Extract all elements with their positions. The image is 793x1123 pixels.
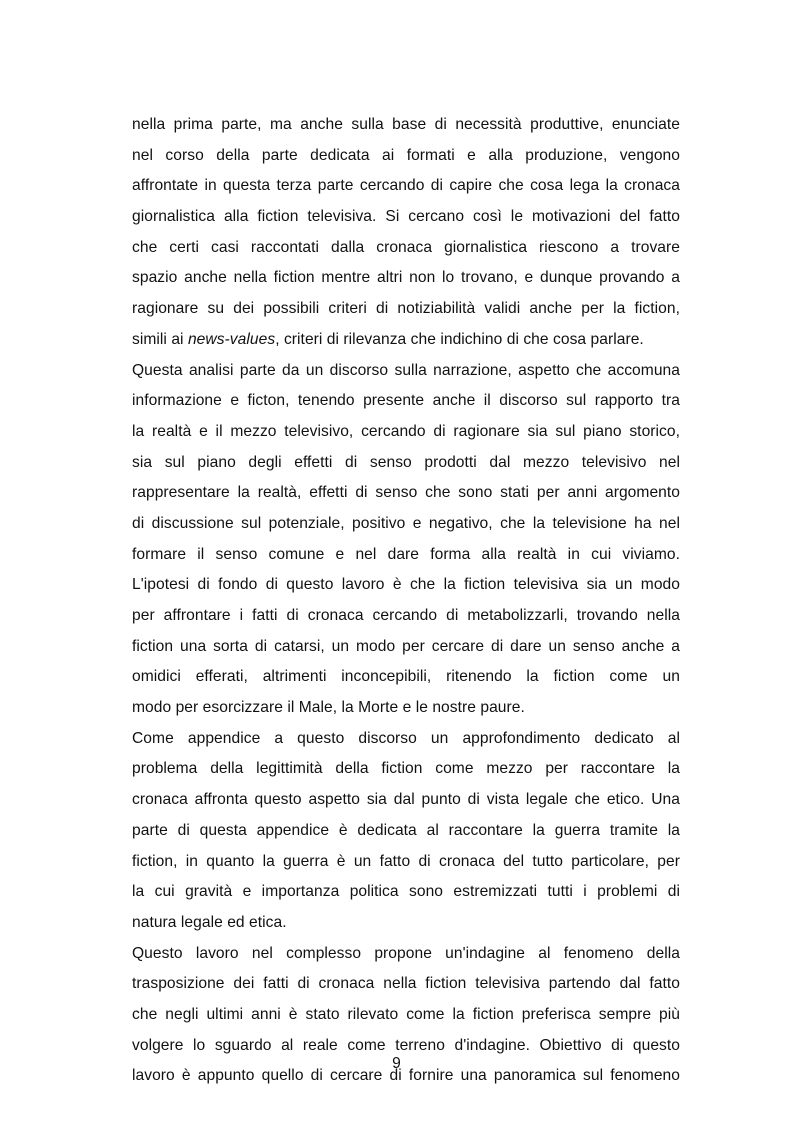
text-line bbox=[132, 325, 680, 356]
text-line: nella prima parte, ma anche sulla base di necessità produttive, enunciate bbox=[132, 116, 680, 133]
text-line: spazio anche nella fiction mentre altri non lo trovano, e dunque provando a bbox=[132, 269, 680, 287]
text-line: che negli ultimi anni è stato rilevato come la fiction preferisca sempre più bbox=[132, 1005, 680, 1023]
text-line: nel corso della parte dedicata ai formati e alla produzione, vengono bbox=[132, 146, 680, 164]
text-line: natura legale ed etica. bbox=[132, 913, 287, 931]
text-line: formare il senso comune e nel dare forma alla realtà in cui viviamo. bbox=[132, 545, 680, 563]
text-line: lavoro è appunto quello di cercare di fornire una panoramica sul fenomeno bbox=[132, 1067, 680, 1085]
text-line: che certi casi raccontati dalla cronaca giornalistica riescono a trovare bbox=[132, 238, 680, 256]
text-line: di discussione sul potenziale, positivo e negativo, che la televisione ha nel bbox=[132, 514, 680, 532]
text-line: cronaca affronta questo aspetto sia dal punto di vista legale che etico. Una bbox=[132, 791, 680, 809]
text-line: problema della legittimità della fiction come mezzo per raccontare la bbox=[132, 760, 680, 778]
text-line: modo per esorcizzare il Male, la Morte e le nostre paure. bbox=[132, 699, 525, 717]
text-span: simili ai bbox=[132, 330, 188, 348]
text-line: parte di questa appendice è dedicata al raccontare la guerra tramite la bbox=[132, 821, 680, 839]
text-line: ragionare su dei possibili criteri di notiziabilità validi anche per la fiction, bbox=[132, 300, 680, 318]
text-line: L'ipotesi di fondo di questo lavoro è che la fiction televisiva sia un modo bbox=[132, 576, 680, 594]
text-line: fiction una sorta di catarsi, un modo per cercare di dare un senso anche a bbox=[132, 637, 680, 655]
italic-term: news-values bbox=[187, 330, 276, 348]
text-line: Questo lavoro nel complesso propone un'indagine al fenomeno della bbox=[132, 944, 680, 962]
body-text bbox=[132, 110, 680, 1092]
text-line: sia sul piano degli effetti di senso prodotti dal mezzo televisivo nel bbox=[132, 453, 680, 471]
text-line: fiction, in quanto la guerra è un fatto di cronaca del tutto particolare, per bbox=[132, 852, 680, 870]
text-line: Questa analisi parte da un discorso sulla narrazione, aspetto che accomuna bbox=[132, 361, 680, 379]
text-line: affrontate in questa terza parte cercando di capire che cosa lega la cronaca bbox=[132, 177, 680, 195]
text-line: Come appendice a questo discorso un approfondimento dedicato al bbox=[132, 729, 680, 747]
text-line: informazione e ficton, tenendo presente anche il discorso sul rapporto tra bbox=[132, 392, 680, 410]
page-number: 9 bbox=[392, 1055, 401, 1072]
text-line: per affrontare i fatti di cronaca cercando di metabolizzarli, trovando nella bbox=[132, 607, 680, 624]
text-span: , criteri di rilevanza che indichino di che cosa parlare. bbox=[275, 330, 644, 348]
text-line: giornalistica alla fiction televisiva. Si cercano così le motivazioni del fatto bbox=[132, 208, 680, 226]
text-line: la realtà e il mezzo televisivo, cercando di ragionare sia sul piano storico, bbox=[132, 422, 680, 440]
text-line: la cui gravità e importanza politica sono estremizzati tutti i problemi di bbox=[132, 883, 680, 901]
text-line: omidici efferati, altrimenti inconcepibili, ritenendo la fiction come un bbox=[132, 668, 680, 686]
text-line: volgere lo sguardo al reale come terreno d'indagine. Obiettivo di questo bbox=[132, 1036, 680, 1054]
text-line: trasposizione dei fatti di cronaca nella fiction televisiva partendo dal fatto bbox=[132, 975, 680, 993]
text-line: rappresentare la realtà, effetti di senso che sono stati per anni argomento bbox=[132, 484, 680, 502]
